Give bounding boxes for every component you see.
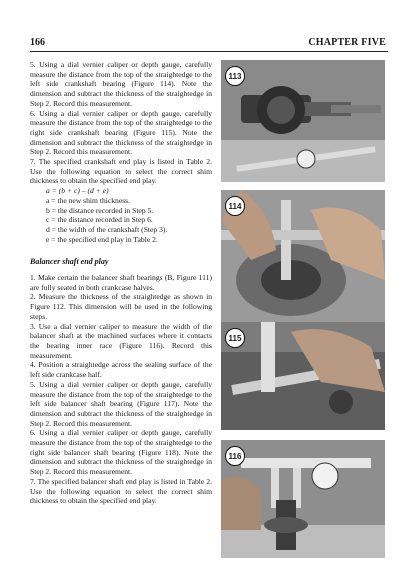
paragraph: 6. Using a dial vernier caliper or depth gauge, carefully measure the distance from the top of the straightedge to the right side crankshaft bearing (Figure 115). Note the dimension and subtract the thickness of the straightedge in Step 2. Record this measurement. [30, 108, 212, 157]
figure-113 [221, 60, 385, 182]
figure-label: 115 [225, 328, 245, 348]
equation-def: b = the distance recorded in Step 5. [46, 205, 154, 215]
figure-label: 114 [225, 196, 245, 216]
paragraph: 6. Using a dial vernier caliper or depth gauge, carefully measure the distance from the top of the straightedge to the right side balancer shaft bearing (Figure 118). Note the dimension and subtract the thickness of the straightedge in Step 2. Record this measurement. [30, 428, 212, 477]
figure-116 [221, 440, 385, 558]
paragraph: 4. Position a straightedge across the sealing surface of the left side crankcase half. [30, 360, 212, 380]
crankshaft-caliper-photo-icon [221, 60, 385, 182]
depth-gauge-crankcase-photo-icon [221, 322, 385, 430]
page-number: 166 [30, 37, 45, 48]
figure-label: 113 [225, 66, 245, 86]
paragraph: 5. Using a dial vernier caliper or depth gauge, carefully measure the distance from the top of the straightedge to the left side balancer shaft bearing (Figure 117). Note the dimension and subtract the thickness of the straightedge in Step 2. Record this measurement. [30, 379, 212, 428]
paragraph: 7. The specified balancer shaft end play is listed in Table 2. Use the following equation to select the correct shim thickness to obtain the specified end play. [30, 476, 212, 506]
equation-def: d = the width of the crankshaft (Step 3). [46, 224, 168, 234]
text-column [30, 60, 212, 506]
figure-115 [221, 322, 385, 430]
equation-def: e = the specified end play in Table 2. [46, 234, 158, 244]
section-heading: Balancer shaft end play [30, 257, 109, 267]
equation-def: a = the new shim thickness. [46, 195, 131, 205]
paragraph: 3. Use a dial vernier caliper to measure the width of the balancer shaft at the machined surfaces where it contacts the bearing inner race (Figure 116). Record this measurement. [30, 321, 212, 360]
figure-label: 116 [225, 446, 245, 466]
equation-formula: a = (b + c) – (d + e) [46, 186, 109, 196]
balancer-shaft-caliper-photo-icon [221, 440, 385, 558]
paragraph: 2. Measure the thickness of the straightedge as shown in Figure 112. This dimension will be used in the following steps. [30, 292, 212, 321]
depth-gauge-bearing-photo-icon [221, 190, 385, 322]
figure-114 [221, 190, 385, 322]
equation-def: c = the distance recorded in Step 6. [46, 215, 153, 225]
header-rule [30, 51, 388, 52]
paragraph: 5. Using a dial vernier caliper or depth gauge, carefully measure the distance from the top of the straightedge to the left side crankshaft bearing (Figure 114). Note the dimension and subtract the thickness of the straightedge in Step 2. Record this measurement. [30, 60, 212, 108]
chapter-title: CHAPTER FIVE [308, 37, 386, 48]
paragraph: 7. The specified crankshaft end play is listed in Table 2. Use the following equation to select the correct shim thickness to obtain the specified end play. [30, 157, 212, 186]
paragraph: 1. Make certain the balancer shaft bearings (B, Figure 111) are fully seated in both crankcase halves. [30, 273, 212, 292]
